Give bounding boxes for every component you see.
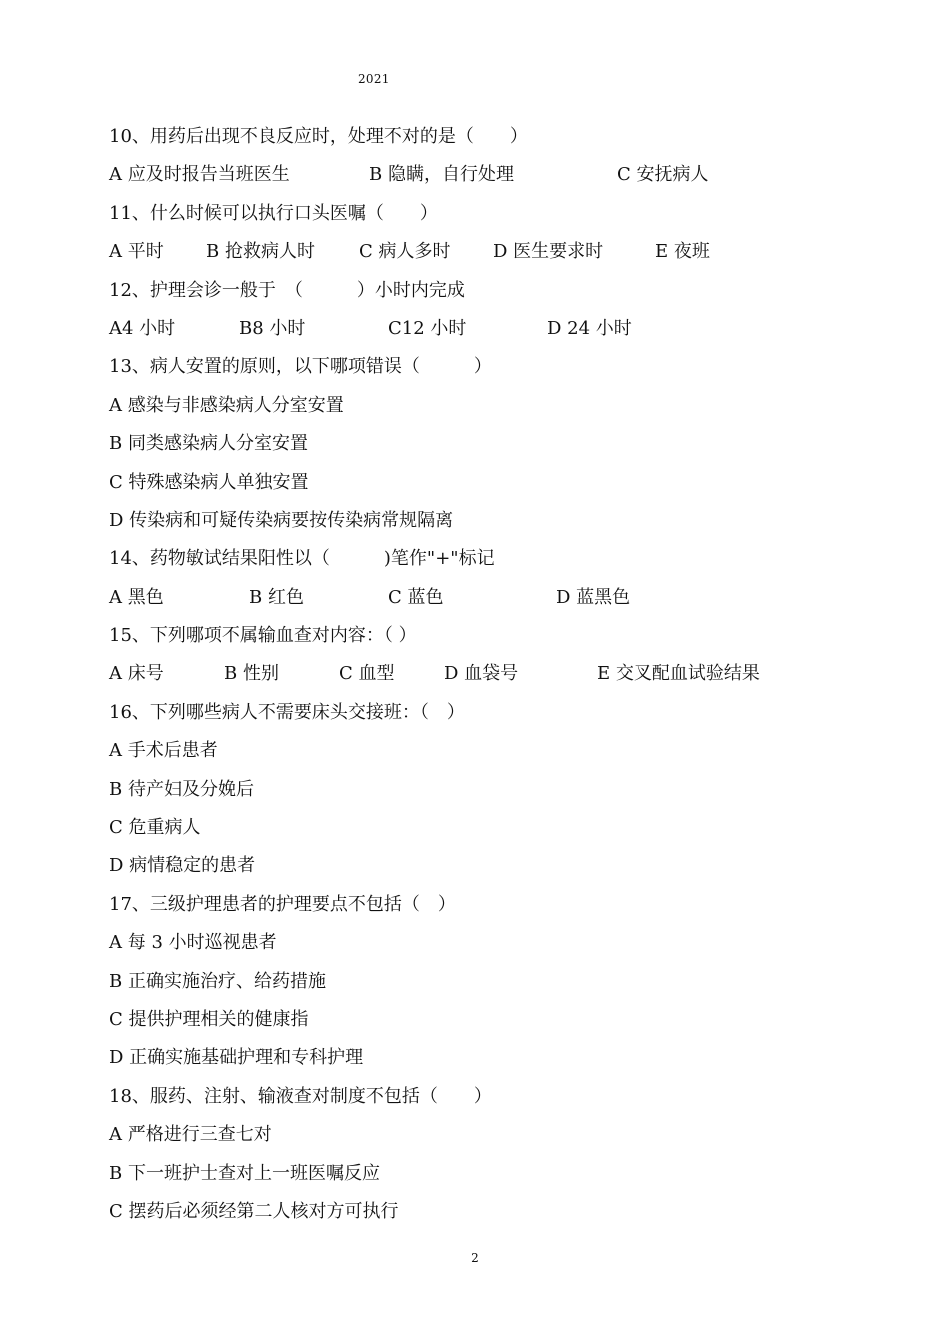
- question-18-option-a: A 严格进行三查七对: [109, 1124, 272, 1146]
- question-11-option-d: D 医生要求时: [493, 241, 604, 263]
- question-18-option-b: B 下一班护士查对上一班医嘱反应: [109, 1162, 380, 1184]
- question-11-option-b: B 抢救病人时: [206, 241, 315, 263]
- question-15-option-d: D 血袋号: [444, 663, 519, 685]
- question-16-option-d: D 病情稳定的患者: [109, 855, 256, 877]
- question-11-options-row: [109, 242, 869, 280]
- question-10-option-b: B 隐瞒，自行处理: [369, 164, 514, 186]
- question-13-option-b: B 同类感染病人分室安置: [109, 433, 308, 455]
- page-number: 2: [471, 1251, 479, 1265]
- question-13-stem: 13、病人安置的原则，以下哪项错误（ ）: [109, 356, 492, 378]
- question-15-option-a: A 床号: [109, 663, 164, 685]
- question-13-option-d: D 传染病和可疑传染病要按传染病常规隔离: [109, 509, 454, 531]
- question-16-stem: 16、下列哪些病人不需要床头交接班：（ ）: [109, 701, 465, 723]
- question-16-option-b: B 待产妇及分娩后: [109, 778, 254, 800]
- question-16-option-c: C 危重病人: [109, 817, 201, 839]
- question-15-option-b: B 性别: [224, 663, 279, 685]
- question-12-option-c: C12 小时: [388, 317, 467, 339]
- question-18-stem: 18、服药、注射、输液查对制度不包括（ ）: [109, 1085, 492, 1107]
- question-17-option-a: A 每 3 小时巡视患者: [109, 932, 277, 954]
- question-13-option-a: A 感染与非感染病人分室安置: [109, 394, 344, 416]
- question-10-stem: 10、用药后出现不良反应时，处理不对的是（ ）: [109, 126, 528, 147]
- question-14-option-b: B 红色: [249, 586, 304, 608]
- question-16-option-a: A 手术后患者: [109, 740, 218, 762]
- question-10-options-row: [109, 165, 869, 203]
- question-17-stem: 17、三级护理患者的护理要点不包括（ ）: [109, 893, 456, 915]
- question-14-option-d: D 蓝黑色: [556, 586, 631, 608]
- question-14-option-c: C 蓝色: [388, 586, 444, 608]
- question-18-option-c: C 摆药后必须经第二人核对方可执行: [109, 1200, 399, 1222]
- question-list: [109, 127, 869, 1240]
- question-12-option-b: B8 小时: [239, 317, 306, 339]
- question-12-option-a: A4 小时: [109, 317, 176, 339]
- question-14-stem: 14、药物敏试结果阳性以（ )笔作"+"标记: [109, 548, 495, 570]
- question-14-options-row: [109, 588, 869, 626]
- question-10-option-c: C 安抚病人: [617, 164, 709, 186]
- question-10-option-a: A 应及时报告当班医生: [109, 164, 290, 186]
- question-17-option-c: C 提供护理相关的健康指: [109, 1008, 309, 1030]
- question-11-stem: 11、什么时候可以执行口头医嘱（ ）: [109, 202, 438, 224]
- question-12-option-d: D 24 小时: [547, 317, 632, 339]
- question-12-options-row: [109, 319, 869, 357]
- question-12-stem: 12、护理会诊一般于 （ ）小时内完成: [109, 279, 465, 301]
- question-17-option-d: D 正确实施基础护理和专科护理: [109, 1047, 364, 1069]
- question-14-option-a: A 黑色: [109, 586, 164, 608]
- question-15-stem: 15、下列哪项不属输血查对内容：（ ）: [109, 625, 417, 647]
- header-year: 2021: [358, 72, 390, 86]
- question-15-options-row: [109, 664, 869, 702]
- question-15-option-e: E 交叉配血试验结果: [597, 663, 760, 685]
- question-13-option-c: C 特殊感染病人单独安置: [109, 471, 309, 493]
- question-15-option-c: C 血型: [339, 663, 395, 685]
- question-17-option-b: B 正确实施治疗、给药措施: [109, 970, 326, 992]
- question-11-option-c: C 病人多时: [359, 241, 451, 263]
- question-11-option-a: A 平时: [109, 241, 164, 263]
- question-11-option-e: E 夜班: [655, 241, 710, 263]
